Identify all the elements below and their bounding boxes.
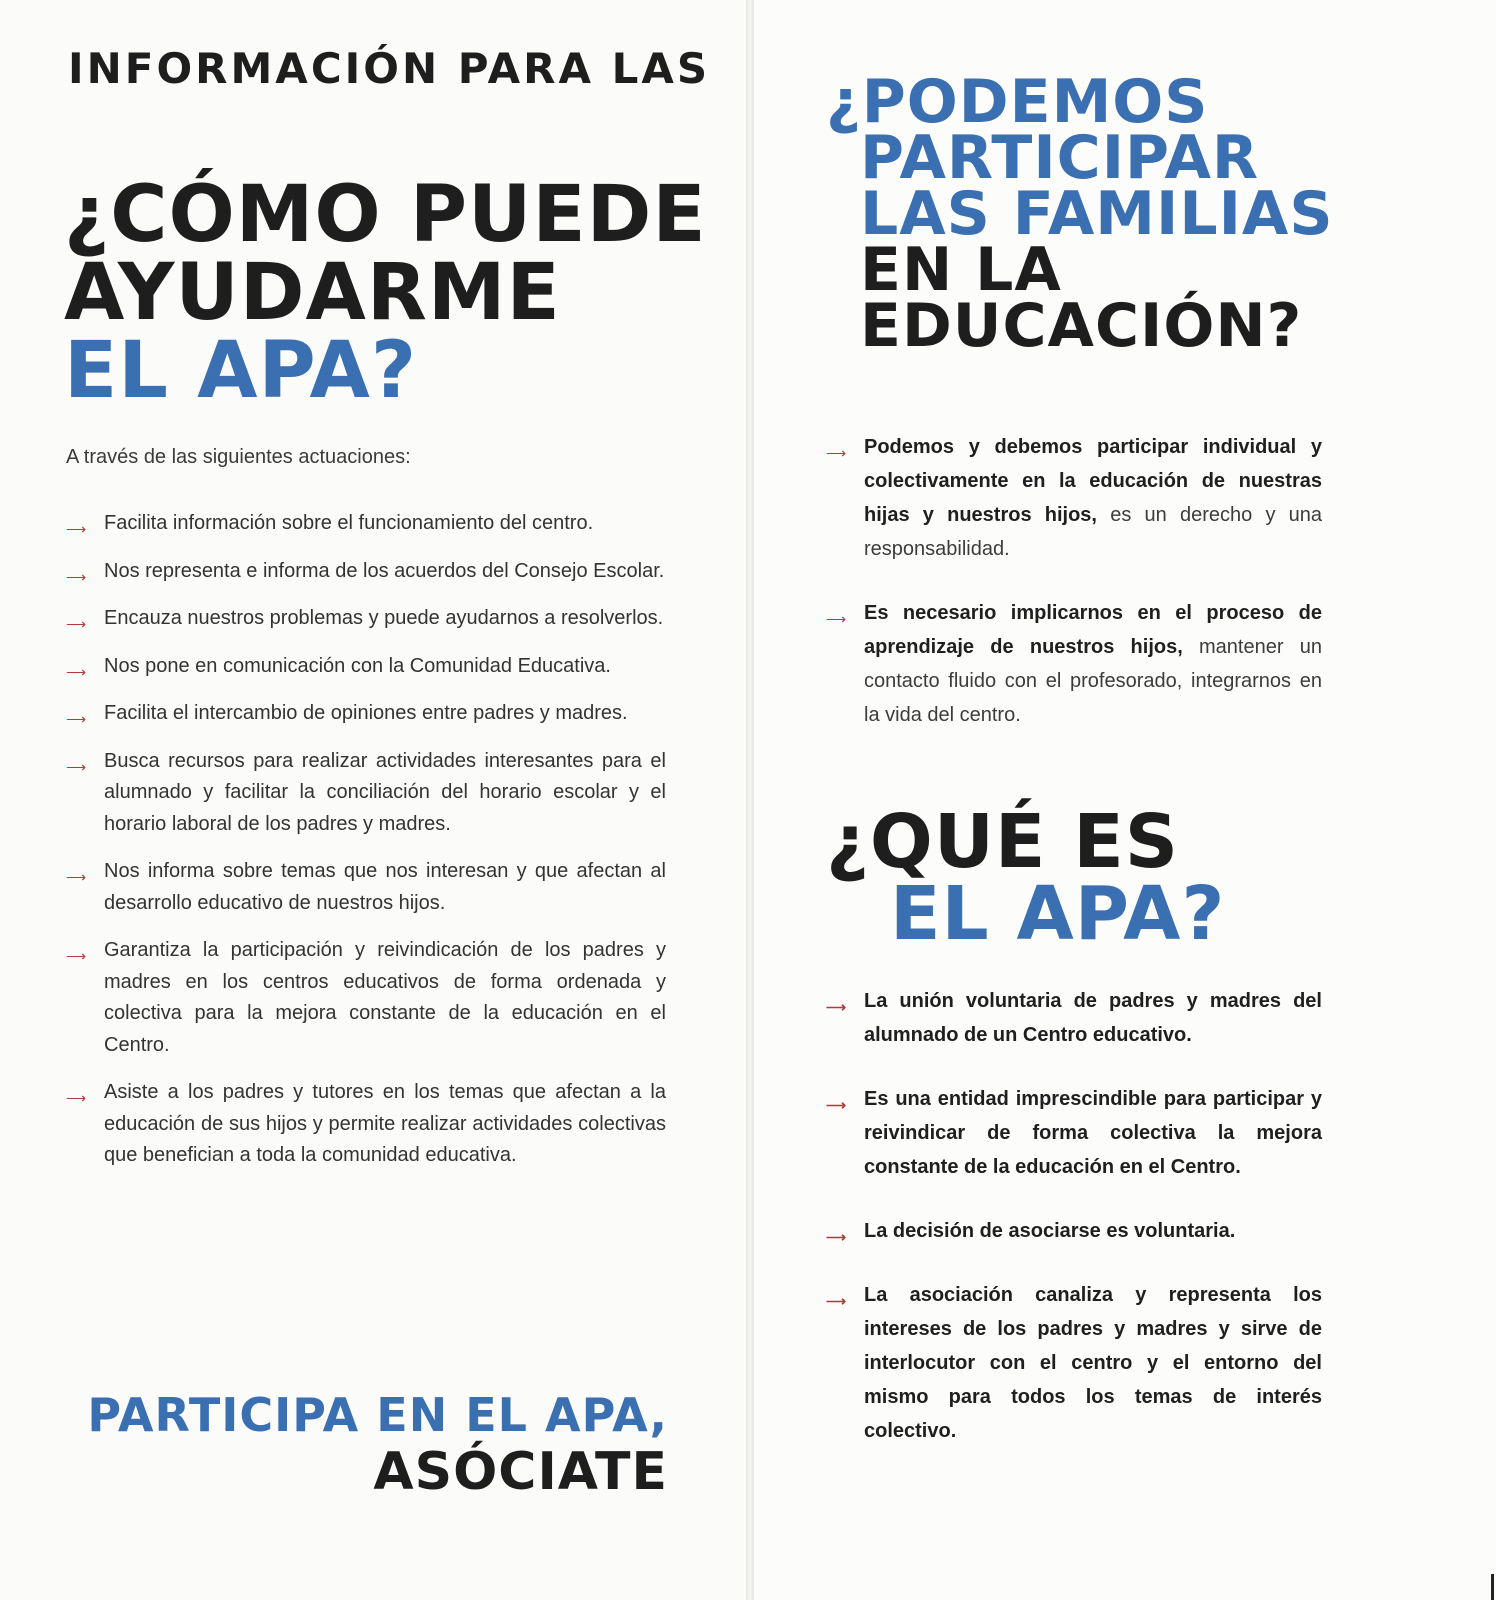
list-item-text: Nos representa e informa de los acuerdos del Consejo Escolar.	[104, 559, 665, 582]
left-title-line3: EL APA?	[64, 326, 418, 416]
intro-text: A través de las siguientes actuaciones:	[66, 446, 411, 468]
right-title-line5: EDUCACIÓN?	[860, 291, 1303, 361]
list-item-text: Garantiza la participación y reivindicación de los padres y madres en los centros educativos de forma ordenada y colectiva para la mejora constante de la educación en el Centro.	[104, 939, 666, 1056]
arrow-right-icon: ⟶	[826, 1293, 847, 1309]
list-item	[66, 651, 666, 683]
list-item-bold: Podemos y debemos participar individual y colectivamente en la educación de nuestras hijas y nuestros hijos,	[864, 436, 1322, 526]
list-item-text: Facilita el intercambio de opiniones entre padres y madres.	[104, 702, 628, 724]
arrow-right-icon: ⟶	[66, 1090, 87, 1106]
arrow-right-icon: ⟶	[66, 616, 87, 632]
arrow-right-icon: ⟶	[826, 445, 847, 461]
que-es-list	[826, 984, 1322, 1478]
list-item-text: Nos informa sobre temas que nos interesan y que afectan al desarrollo educativo de nuestros hijos.	[104, 860, 666, 914]
edge-mark	[1491, 1574, 1494, 1600]
list-item-text: mantener un contacto fluido con el profesorado, integrarnos en la vida del centro.	[864, 636, 1322, 726]
arrow-right-icon: ⟶	[66, 948, 87, 964]
list-item	[66, 1077, 666, 1172]
right-title-line3: LAS FAMILIAS	[860, 179, 1334, 249]
arrow-right-icon: ⟶	[66, 711, 87, 727]
list-item	[826, 1214, 1322, 1248]
list-item-text: Busca recursos para realizar actividades interesantes para el alumnado y facilitar la conciliación del horario escolar y el horario laboral de los padres y madres.	[104, 749, 666, 835]
list-item-text: es un derecho y una responsabilidad.	[864, 504, 1323, 560]
cta-participa: PARTICIPA EN EL APA,	[87, 1388, 668, 1442]
arrow-right-icon: ⟶	[66, 521, 87, 537]
list-item	[66, 508, 666, 540]
list-item-bold: Es necesario implicarnos en el proceso de aprendizaje de nuestros hijos,	[864, 602, 1322, 658]
list-item-text: Es una entidad imprescindible para participar y reivindicar de forma colectiva la mejora constante de la educación en el Centro.	[864, 1088, 1322, 1178]
list-item	[66, 856, 666, 919]
arrow-right-icon: ⟶	[826, 999, 847, 1015]
list-item-text: La asociación canaliza y representa los intereses de los padres y madres y sirve de interlocutor con el centro y el entorno del mismo para todos los temas de interés colectivo.	[864, 1284, 1322, 1442]
list-item-text: Nos pone en comunicación con la Comunidad Educativa.	[104, 654, 611, 677]
arrow-right-icon: ⟶	[66, 758, 87, 775]
list-item-text: La unión voluntaria de padres y madres del alumnado de un Centro educativo.	[864, 990, 1322, 1046]
que-es-title	[826, 799, 1226, 957]
list-item	[66, 698, 666, 730]
list-item-text: Encauza nuestros problemas y puede ayudarnos a resolverlos.	[104, 607, 664, 629]
right-title-line4: EN LA	[860, 235, 1062, 305]
list-item	[826, 596, 1322, 732]
list-item-text: La decisión de asociarse es voluntaria.	[864, 1220, 1236, 1242]
arrow-right-icon: ⟶	[66, 869, 87, 885]
arrow-right-icon: ⟶	[826, 611, 847, 627]
arrow-right-icon: ⟶	[66, 663, 87, 680]
list-item	[66, 603, 666, 635]
list-item	[826, 430, 1322, 566]
que-es-line2: EL APA?	[890, 871, 1226, 957]
list-item	[826, 1278, 1322, 1448]
actions-list	[66, 508, 666, 1188]
arrow-right-icon: ⟶	[826, 1097, 847, 1113]
list-item-text: Asiste a los padres y tutores en los temas que afectan a la educación de sus hijos y permite realizar actividades colectivas que benefician a toda la comunidad educativa.	[104, 1081, 666, 1166]
right-title	[826, 67, 1334, 361]
page-fold	[746, 0, 754, 1600]
top-banner: INFORMACIÓN PARA LAS	[68, 44, 711, 93]
right-title-line1: ¿PODEMOS	[826, 67, 1209, 137]
list-item	[66, 746, 666, 841]
arrow-right-icon: ⟶	[826, 1229, 847, 1245]
que-es-line1: ¿QUÉ ES	[826, 799, 1180, 885]
right-title-line2: PARTICIPAR	[860, 123, 1260, 193]
list-item	[826, 984, 1322, 1052]
left-title-line2: AYUDARME	[64, 248, 561, 338]
arrow-right-icon: ⟶	[66, 568, 87, 585]
left-title	[64, 170, 707, 416]
cta-asociate: ASÓCIATE	[373, 1442, 668, 1502]
list-item	[66, 556, 666, 588]
list-item-text: Facilita información sobre el funcionamiento del centro.	[104, 512, 594, 534]
participation-list	[826, 430, 1322, 762]
list-item	[826, 1082, 1322, 1184]
list-item	[66, 935, 666, 1061]
left-title-line1: ¿CÓMO PUEDE	[64, 170, 707, 260]
